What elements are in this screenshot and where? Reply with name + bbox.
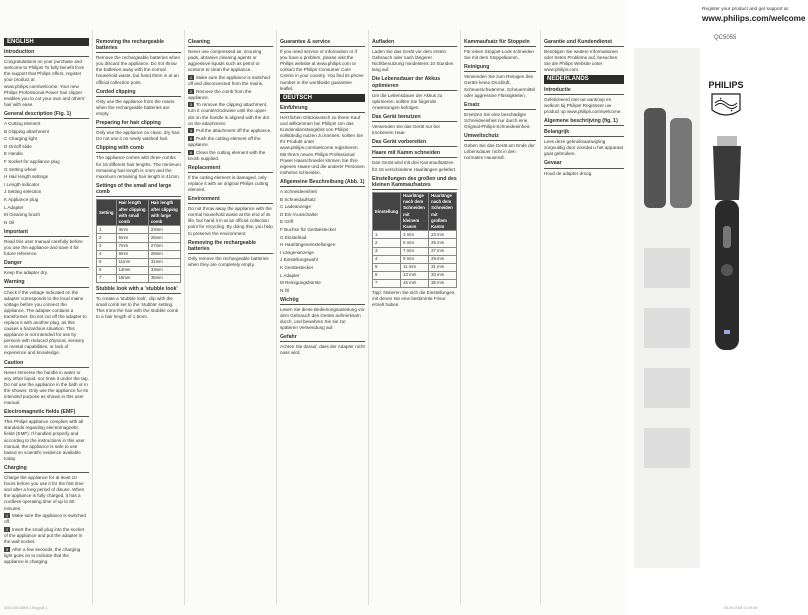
table-cell: 7 mm	[401, 247, 429, 255]
table-header: Haarlänge nach dem Schneiden mit großem Kamm	[429, 192, 457, 231]
part-item: J Einstellungswahl	[280, 257, 318, 263]
table-row	[97, 250, 181, 258]
step-item	[188, 136, 273, 148]
table-cell: 11mm	[116, 258, 148, 266]
table-cell: 6	[373, 271, 401, 279]
table-cell: 1	[373, 231, 401, 239]
table-header: Setting	[97, 199, 117, 225]
heading-garantie: Garantie und Kundendienst	[544, 39, 624, 47]
step-thumb-icon	[644, 368, 690, 408]
part-item: A Schneideeinheit	[280, 188, 317, 194]
step-number-icon: 2	[5, 526, 9, 532]
battery-text: Only remove the rechargeable batteries when they are completely empty.	[188, 255, 269, 267]
table-row	[97, 234, 181, 242]
footer-filename: 4203.000.6895.1 Eng.pdf 1	[4, 606, 48, 610]
part-item: J Setting selection	[4, 189, 42, 195]
part-item: E Griff	[280, 219, 293, 225]
star-icon: ✦	[730, 108, 734, 113]
heading-cleaning: Cleaning	[188, 39, 273, 47]
heading-stubble: Stubble look with a 'stubble look'	[96, 286, 181, 294]
table-cell: 2	[373, 239, 401, 247]
remove-text: Remove the rechargeable batteries when you discard the appliance. Do not throw the batteries away with the normal household waste, but hand them in at an official collection point.	[96, 55, 181, 85]
guarantee-text: If you need service or information or if you have a problem, please visit the Philips website at www.philips.com or contact the Philips Consumer Care Centre in your country. You find its phone number in the worldwide guarantee leaflet.	[280, 49, 364, 91]
heading-kamm: Haare mit Kamm schneiden	[372, 150, 457, 158]
emf-text: This Philips appliance complies with all standards regarding electromagnetic fields (EMF). If handled properly and according to the instructions in this user manual, the appliance is safe to use based on scientific evidence available today.	[4, 419, 85, 461]
step-item	[4, 547, 89, 565]
part-item: K Appliance plug	[4, 196, 39, 202]
heading-corded-clipping: Corded clipping	[96, 89, 181, 97]
table-header: Haarlänge nach dem Schneiden mit kleinem Kamm	[401, 192, 429, 231]
footer-timestamp: 05-09-2008 11:09:48	[724, 606, 758, 610]
heading-nl-desc: Algemene beschrijving (fig. 1)	[544, 118, 624, 126]
part-item: M Reinigungsbürste	[280, 280, 321, 286]
section-deutsch: DEUTSCH	[280, 94, 365, 102]
column-english-1	[4, 36, 89, 601]
heading-intro: Introduction	[4, 49, 89, 57]
step-thumb-icon	[644, 248, 690, 288]
heading-stoppel: Kammaufsatz für Stoppeln	[464, 39, 536, 47]
part-item: L Adapter	[4, 204, 24, 210]
column-divider	[276, 30, 277, 605]
part-item: M Cleaning brush	[4, 212, 41, 218]
table-row	[97, 226, 181, 234]
comb-thumb-icon	[670, 118, 692, 208]
part-item: C Ladeanzeige	[280, 204, 311, 210]
table-row	[97, 266, 181, 274]
table-cell: 33 mm	[429, 271, 457, 279]
table-row	[97, 242, 181, 250]
star-icon: ✦	[719, 96, 723, 101]
heading-aufladen: Aufladen	[372, 39, 457, 47]
danger-text: Keep the adapter dry.	[4, 270, 48, 276]
table-row	[97, 258, 181, 266]
step-item	[188, 102, 273, 126]
part-item: G Einstellrad	[280, 234, 307, 240]
nl-belangrijk-text: Lees deze gebruiksaanwijzing zorgvuldig door voordat u het apparaat gaat gebruiken.	[544, 139, 623, 157]
step-number-icon: 5	[189, 135, 193, 141]
table-cell: 5 mm	[401, 239, 429, 247]
akku-text: Um die Lebensdauer der Akkus zu optimieren, sollten Sie folgende Anweisungen befolgen.	[372, 92, 443, 110]
umwelt-text: Geben Sie das Gerät am Ende der Lebensdauer nicht in den normalen Hausmüll.	[464, 143, 535, 161]
column-german-1	[280, 36, 365, 601]
prepare-text: Only use the appliance on clean, dry hair. Do not use it on newly washed hair.	[96, 130, 181, 142]
column-divider	[460, 30, 461, 605]
einfuehrung-text: Herzlichen Glückwunsch zu Ihrem Kauf und willkommen bei Philips! Um das Kundendienstangebot von Philips vollständig nutzen zu können, sollten Sie Ihr Produkt unter www.philips.com/welcome registrieren. Mit Ihrem neuen Philips Professional Power Haarschneider können Sie Ihre eigenen Haare und die anderer Personen mühelos schneiden.	[280, 114, 365, 175]
stoppel-text: Für einen Stoppel-Look schneiden Sie mit dem Stoppelkamm.	[464, 49, 534, 61]
table-cell: 29mm	[148, 250, 180, 258]
step-text: Insert the small plug into the socket of the appliance and put the adapter in the wall socket.	[4, 526, 85, 544]
column-english-2	[96, 36, 181, 601]
table-cell: 3	[373, 247, 401, 255]
teile-list	[280, 189, 365, 294]
wave-icon	[715, 104, 737, 109]
table-row	[373, 239, 457, 247]
part-item: L Adapter	[280, 272, 300, 278]
column-dutch	[544, 36, 624, 601]
table-cell: 4	[97, 250, 117, 258]
column-divider	[368, 30, 369, 605]
cutting-element-icon	[717, 136, 737, 146]
heading-ersatz: Ersatz	[464, 102, 536, 110]
table-cell: 35 mm	[429, 279, 457, 287]
setting-wheel-icon	[721, 264, 733, 276]
table-header: Einstellung	[373, 192, 401, 231]
garantie-text: Benötigen Sie weitere Informationen oder treten Probleme auf, besuchen Sie die Philips Website unter www.philips.com.	[544, 49, 619, 73]
part-item: F Buchse für Gerätestecker	[280, 226, 337, 232]
part-item: N Oil	[4, 219, 15, 225]
heading-danger: Danger	[4, 260, 89, 268]
heading-akku: Die Lebensdauer der Akkus optimieren	[372, 76, 457, 90]
step-item	[188, 89, 273, 101]
step-text: Make sure the appliance is switched off.	[4, 513, 86, 525]
charging-text: Charge the appliance for at least 10 hours before you use it for the first time and after a long period of disuse. When the appliance is fully charged, it has a cordless operating time of up to 60 minutes.	[4, 475, 85, 511]
heading-emf: Electromagnetic fields (EMF)	[4, 409, 89, 417]
table-row	[373, 279, 457, 287]
table-cell: 3 mm	[401, 231, 429, 239]
reinigung-text: Verwenden Sie zum Reinigen des Geräts keine Druckluft, Scheuerschwämme, Scheuermittel oder aggressive Flüssigkeiten.	[464, 74, 535, 98]
step-number-icon: 1	[189, 74, 193, 80]
kamm-text: Das Gerät wird mit drei Kammaufsätzen für 15 verschiedene Haarlängen geliefert.	[372, 160, 457, 172]
step-text: Pull the attachment off the appliance.	[196, 128, 272, 134]
section-nederlands: NEDERLANDS	[544, 75, 624, 83]
aufladen-text: Laden Sie das Gerät vor dem ersten Gebrauch oder nach längerer Nichtbenutzung mindestens 10 Stunden lang auf.	[372, 49, 454, 73]
heading-important: Important	[4, 229, 89, 237]
register-tagline: Register your product and get support at	[702, 7, 788, 12]
heading-charging: Charging	[4, 465, 89, 473]
nl-gevaar-text: Houd de adapter droog.	[544, 170, 593, 176]
heading-caution: Caution	[4, 360, 89, 368]
caution-text: Never immerse the handle in water or any other liquid, nor rinse it under the tap. Do not use the appliance in the bath or in the shower. Only use the appliance for its intended purpose as shown in this user manual.	[4, 369, 89, 406]
part-item: G Setting wheel	[4, 166, 37, 172]
table-cell: 11 mm	[401, 263, 429, 271]
stubble-text: To create a 'stubble look', clip with the small comb set to the 'stubble' setting. This trims the hair with the stubble comb to a hair length of 1.5mm.	[96, 296, 179, 320]
heading-vorbereiten: Das Gerät vorbereiten	[372, 139, 457, 147]
table-cell: 6	[97, 266, 117, 274]
step-number-icon: 3	[5, 546, 9, 552]
part-item: N Öl	[280, 287, 290, 293]
heading-prepare: Preparing for hair clipping	[96, 120, 181, 128]
part-item: D Ein-/Ausschalter	[280, 211, 319, 217]
part-item: A Cutting element	[4, 121, 41, 127]
table-cell: 5	[373, 263, 401, 271]
step-text: Clean the cutting element with the brush supplied.	[188, 149, 266, 161]
column-divider	[184, 30, 185, 605]
step-item	[188, 150, 273, 162]
step-text: After a few seconds, the charging light goes on to indicate that the appliance is charging.	[4, 546, 81, 564]
heading-guarantee: Guarantee & service	[280, 39, 365, 47]
cover-thumbnail-strip	[634, 48, 700, 568]
step-item	[188, 128, 273, 134]
heading-battery-removal: Removing the rechargeable batteries	[188, 240, 273, 254]
table-cell: 31 mm	[429, 263, 457, 271]
part-item: F Socket for appliance plug	[4, 159, 60, 164]
gefahr-text: Achten Sie darauf, dass der Adapter nicht nass wird.	[280, 344, 365, 356]
step-number-icon: 3	[189, 102, 193, 108]
clipper-thumb-icon	[644, 108, 666, 208]
table-row	[373, 231, 457, 239]
part-item: I Length indicator	[4, 181, 40, 187]
tipp-text: Tipp: Notieren Sie sich die Einstellungen, mit denen Sie eine bestimmte Frisur erzielt haben.	[372, 290, 456, 308]
table-cell: 7	[97, 274, 117, 282]
table-cell: 3mm	[116, 226, 148, 234]
table-row	[97, 274, 181, 282]
column-german-3	[464, 36, 536, 601]
table-cell: 23mm	[148, 226, 180, 234]
table-cell: 5mm	[116, 234, 148, 242]
table-cell: 27mm	[148, 242, 180, 250]
brand-wordmark: PHILIPS	[708, 80, 744, 90]
table-cell: 1	[97, 226, 117, 234]
heading-warning: Warning	[4, 279, 89, 287]
step-number-icon: 2	[189, 88, 193, 94]
part-item: E Handle	[4, 151, 23, 157]
clipper-product-icon	[704, 130, 750, 360]
table-cell: 33mm	[148, 266, 180, 274]
step-text: To remove the clipping attachment, turn it counterclockwise until the upper dot on the handle is aligned with the dot on the attachment.	[188, 102, 269, 126]
part-item: D On/off slide	[4, 143, 32, 149]
step-item	[4, 513, 89, 525]
heading-environment: Environment	[188, 196, 273, 204]
clipping-text: The appliance comes with three combs for 15 different hair lengths. The minimum remaining hair length is 1mm and the maximum remaining hair length is 41mm.	[96, 155, 181, 179]
table-header: Hair length after clipping with large comb	[148, 199, 180, 225]
heading-allgemeine: Allgemeine Beschreibung (Abb. 1)	[280, 179, 365, 187]
replacement-text: If the cutting element is damaged, only replace it with an original Philips cutting element.	[188, 174, 269, 192]
column-english-3	[188, 36, 273, 601]
gebrauch-text: Verwenden Sie das Gerät nur bei trockenem Haar.	[372, 124, 440, 136]
step-thumb-icon	[644, 308, 690, 348]
table-cell: 15mm	[116, 274, 148, 282]
heading-description: General description (Fig. 1)	[4, 111, 89, 119]
table-cell: 31mm	[148, 258, 180, 266]
table-row	[373, 255, 457, 263]
table-cell: 13mm	[116, 266, 148, 274]
heading-einfuehrung: Einführung	[280, 105, 365, 113]
table-cell: 25mm	[148, 234, 180, 242]
heading-nl-belangrijk: Belangrijk	[544, 129, 624, 137]
clipper-head-icon	[713, 146, 741, 200]
step-number-icon: 4	[189, 128, 193, 134]
table-row	[373, 263, 457, 271]
part-item: H Haarlängeneinstellungen	[280, 242, 336, 248]
table-cell: 13 mm	[401, 271, 429, 279]
step-thumb-icon	[644, 428, 690, 468]
heading-clipping-comb: Clipping with comb	[96, 145, 181, 153]
nl-intro-text: Gefeliciteerd met uw aankoop en welkom bij Philips! Registreer uw product op www.philips.com/welcome.	[544, 96, 622, 114]
model-number: QC5055	[714, 35, 737, 41]
heading-reinigung: Reinigung	[464, 64, 536, 72]
section-english: ENGLISH	[4, 38, 89, 46]
table-cell: 15 mm	[401, 279, 429, 287]
intro-text: Congratulations on your purchase and welcome to Philips! To fully benefit from the support that Philips offers, register your product at www.philips.com/welcome. Your new Philips Professional Power hair clipper enables you to cut your own and others' hair with ease.	[4, 59, 86, 107]
heading-nl-gevaar: Gevaar	[544, 160, 624, 168]
table-cell: 29 mm	[429, 255, 457, 263]
wichtig-text: Lesen Sie diese Bedienungsanleitung vor dem Gebrauch des Geräts aufmerksam durch, und bewahren Sie sie zur späteren Verwendung auf.	[280, 306, 365, 331]
environment-text: Do not throw away the appliance with the normal household waste at the end of its life, but hand it in at an official collection point for recycling. By doing this, you help to preserve the environment.	[188, 206, 273, 236]
table-cell: 35mm	[148, 274, 180, 282]
table-cell: 7	[373, 279, 401, 287]
table-cell: 23 mm	[429, 231, 457, 239]
heading-wichtig: Wichtig	[280, 297, 365, 305]
table-header-row	[97, 199, 181, 225]
column-divider	[92, 30, 93, 605]
step-number-icon: 1	[5, 513, 9, 519]
table-cell: 9 mm	[401, 255, 429, 263]
table-cell: 3	[97, 242, 117, 250]
parts-list	[4, 121, 89, 226]
warning-text: Check if the voltage indicated on the adapter corresponds to the local mains voltage before you connect the appliance. The adapter contains a transformer. Do not cut off the adapter to replace it with another plug, as this causes a hazardous situation. This appliance is not intended for use by persons with reduced physical, sensory or mental capabilities, or lack of experience and knowledge.	[4, 289, 87, 356]
wave-icon	[715, 101, 737, 106]
step-text: Make sure the appliance is switched off and disconnected from the mains.	[188, 74, 270, 87]
heading-remove-batteries: Removing the rechargeable batteries	[96, 39, 181, 53]
philips-logo-icon	[702, 76, 750, 120]
table-cell: 25 mm	[429, 239, 457, 247]
heading-replacement: Replacement	[188, 165, 273, 173]
part-item: H Hair length settings	[4, 174, 48, 180]
step-text: Push the cutting element off the appliance.	[188, 135, 261, 147]
table-cell: 27 mm	[429, 247, 457, 255]
table-cell: 7mm	[116, 242, 148, 250]
heading-tab: Einstellungen des großen und des kleinen Kammaufsatzes	[372, 176, 457, 190]
table-cell: 5	[97, 258, 117, 266]
heading-gebrauch: Das Gerät benutzen	[372, 114, 457, 122]
table-header: Hair length after clipping with small comb	[116, 199, 148, 225]
column-divider	[540, 30, 541, 605]
comb-settings-table	[96, 199, 181, 283]
ersatz-text: Ersetzen Sie eine beschädigte Schneideeinheit nur durch eine Original-Philips-Schneideeinheit.	[464, 111, 531, 130]
step-text: Remove the comb from the appliance.	[188, 88, 252, 100]
kamm-settings-table	[372, 192, 457, 288]
part-item: B Clipping attachment	[4, 128, 49, 134]
heading-nl-intro: Introductie	[544, 87, 624, 95]
on-off-slide-icon	[723, 226, 731, 248]
corded-text: Only use the appliance from the mains when the rechargeable batteries are empty.	[96, 98, 175, 116]
heading-gefahr: Gefahr	[280, 334, 365, 342]
column-german-2	[372, 36, 457, 601]
table-cell: 4	[373, 255, 401, 263]
step-item	[188, 75, 273, 87]
cleaning-text: Never use compressed air, scouring pads, abrasive cleaning agents or aggressive liquids such as petrol or acetone to clean the appliance.	[188, 49, 262, 73]
heading-umwelt: Umweltschutz	[464, 133, 536, 141]
part-item: C Charging light	[4, 136, 37, 142]
table-row	[373, 247, 457, 255]
part-item: B Schneidaufsatz	[280, 196, 316, 202]
part-item: K Gerätestecker	[280, 264, 314, 270]
step-item	[4, 527, 89, 545]
table-cell: 9mm	[116, 250, 148, 258]
table-row	[373, 271, 457, 279]
table-header-row	[373, 192, 457, 231]
table-cell: 2	[97, 234, 117, 242]
step-number-icon: 6	[189, 149, 193, 155]
welcome-url[interactable]: www.philips.com/welcome	[702, 14, 806, 23]
heading-comb-table: Settings of the small and large comb	[96, 183, 181, 197]
charging-light-icon	[724, 330, 730, 334]
part-item: I Längenanzeige	[280, 249, 314, 255]
important-text: Read this user manual carefully before you use the appliance and save it for future reference.	[4, 238, 83, 257]
